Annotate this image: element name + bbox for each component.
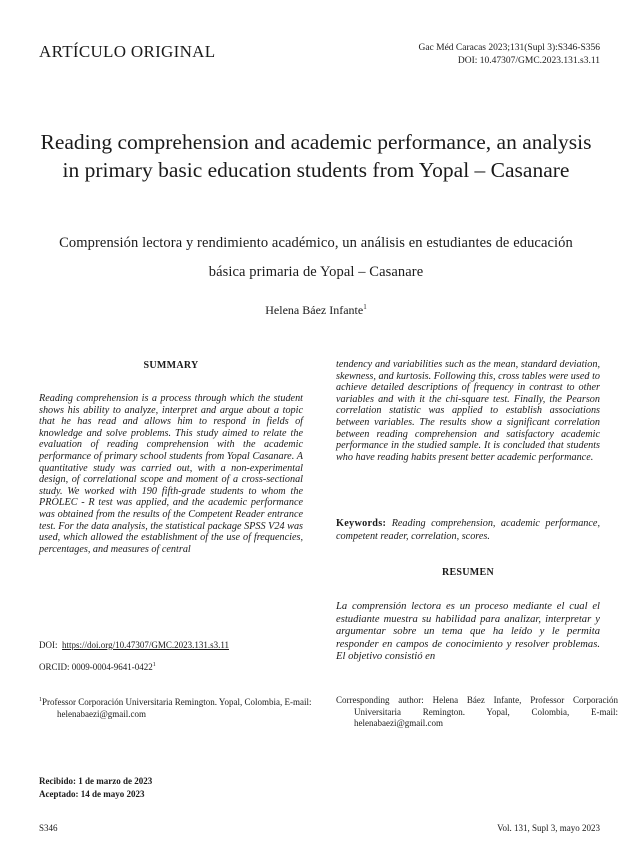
- keywords-text: Reading comprehension, academic performance, competent reader, correlation, scores.: [336, 518, 600, 542]
- journal-doi: DOI: 10.47307/GMC.2023.131.s3.11: [457, 56, 600, 66]
- dates: [39, 775, 303, 801]
- journal-reference: [418, 42, 600, 68]
- author-name: Helena Báez Infante: [265, 303, 364, 317]
- doi: [39, 640, 303, 652]
- journal-citation: Gac Méd Caracas 2023;131(Supl 3):S346-S356: [418, 43, 600, 53]
- summary-text-left: Reading comprehension is a process through which the student shows his ability to analyze, interpret and argue about a topic that he has read and allows him to respond in fields of knowledge and solve problems. This study aimed to relate the evaluation of reading comprehension with the academic performance of primary school students from Yopal Casanare. A quantitative study was carried out, with a non-experimental design, of correlational scope and moment of a cross-sectional study. We worked with 190 fifth-grade students to whom the PROLEC - R test was applied, and the academic performance was obtained from the results of the Competent Reader entrance test. For the data analysis, the statistical package SPSS V24 was used, which allowed the establishment of the use of frequencies, percentages, and measures of central: [39, 393, 303, 555]
- resumen-heading: RESUMEN: [441, 567, 495, 578]
- keywords-label: Keywords:: [336, 518, 387, 529]
- page-number: S346: [39, 823, 58, 833]
- received-date: Recibido: 1 de marzo de 2023: [39, 776, 153, 786]
- accepted-date: Aceptado: 14 de mayo 2023: [39, 789, 145, 799]
- affiliation-sup: 1: [39, 697, 42, 703]
- keywords: [336, 517, 600, 543]
- section-label: ARTÍCULO ORIGINAL: [39, 42, 216, 61]
- doi-label: DOI:: [39, 640, 58, 650]
- affiliation-text: Professor Corporación Universitaria Remington. Yopal, Colombia, E-mail: helenabaezi@gmail.com: [42, 697, 312, 719]
- orcid-text: ORCID: 0009-0004-9641-0422: [39, 662, 153, 672]
- doi-link[interactable]: https://doi.org/10.47307/GMC.2023.131.s3.11: [62, 640, 230, 650]
- summary-text-right: tendency and variabilities such as the mean, standard deviation, skewness, and kurtosis. Following this, cross tables were used to achieve detailed descriptions of frequency in contrast to other variables and with it the chi-square test. Finally, the Pearson correlation statistic was applied to establish associations between variables. The results show a significant correlation between reading comprehension and satisfactory academic performance in the studied sample. It is concluded that students who have reading habits present better academic performance.: [336, 359, 600, 463]
- author: [40, 303, 592, 318]
- article-subtitle: Comprensión lectora y rendimiento académico, un análisis en estudiantes de educación básica primaria de Yopal – Casanare: [59, 235, 573, 280]
- author-sup: 1: [363, 303, 367, 311]
- orcid: [39, 660, 303, 674]
- corresponding-author: Corresponding author: Helena Báez Infante, Professor Corporación Universitaria Remington. Yopal, Colombia, E-mail: helenabaezi@gmail.com: [336, 695, 618, 728]
- article-title: Reading comprehension and academic performance, an analysis in primary basic education students from Yopal – Casanare: [40, 130, 592, 182]
- affiliation: [39, 695, 321, 720]
- volume-info: Vol. 131, Supl 3, mayo 2023: [497, 823, 600, 833]
- resumen-text: La comprensión lectora es un proceso mediante el cual el estudiante muestra su habilidad para analizar, interpretar y argumentar sobre un tema que ha leído y le permita responder en campos de conocimiento y resolver problemas. El objetivo consistió en: [336, 601, 600, 662]
- summary-heading: SUMMARY: [143, 360, 199, 371]
- orcid-sup: 1: [152, 662, 156, 668]
